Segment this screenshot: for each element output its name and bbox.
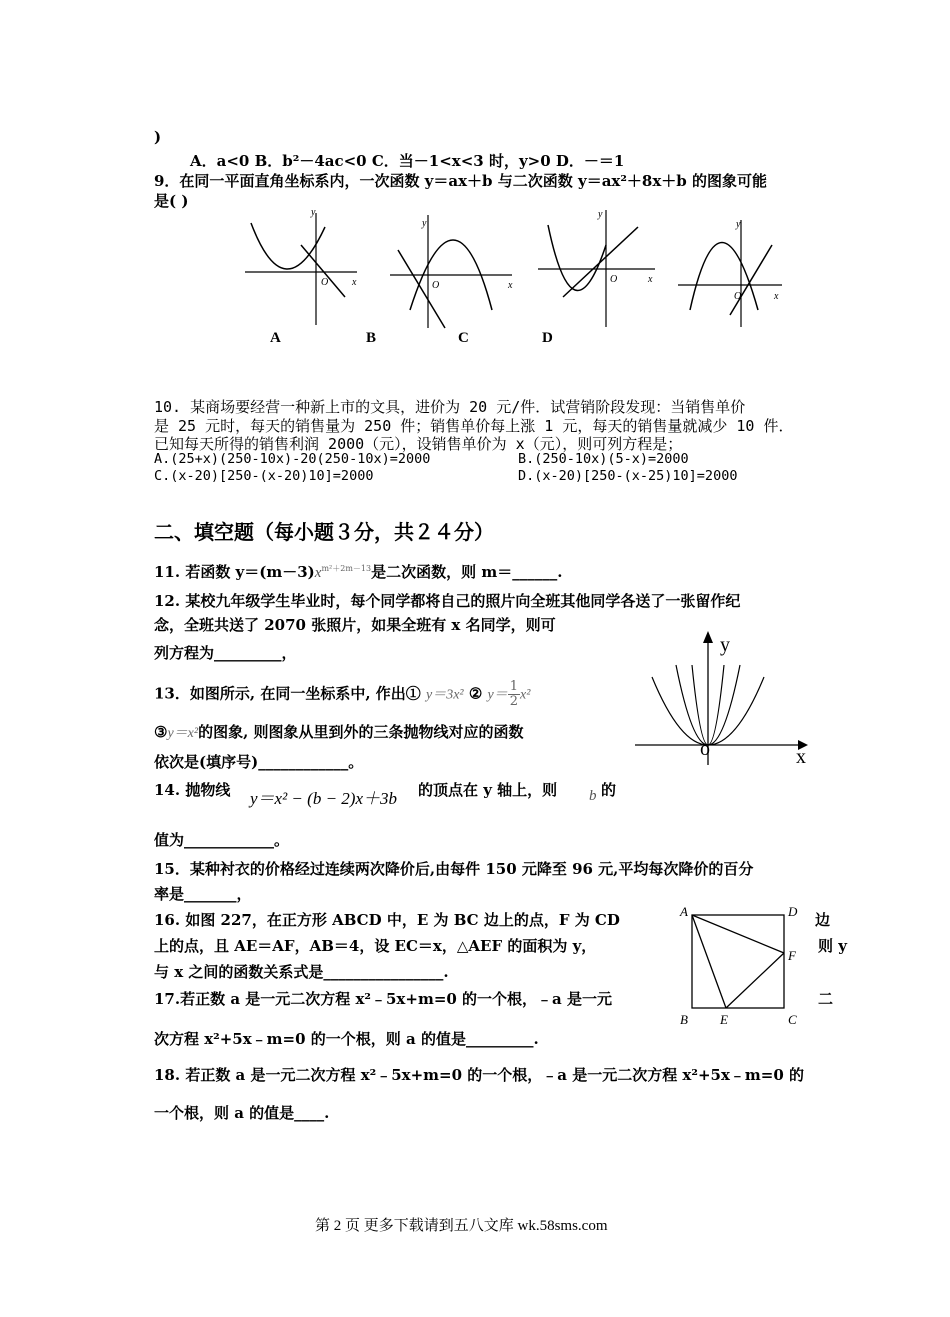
q8-options: A．a<0 B．b²－4ac<0 C．当－1<x<3 时，y>0 D．－＝1: [190, 152, 625, 170]
q16-point-c: C: [788, 1012, 797, 1027]
q9-graph-b-o: O: [432, 280, 440, 291]
q11-exp: m²＋2m－13: [321, 564, 372, 573]
q9-graph-d: [678, 215, 793, 330]
q11-post: 是二次函数，则 m＝______.: [371, 563, 563, 581]
q10-option-b: B.(250-10x)(5-x)=2000: [518, 451, 689, 467]
q13-mid: ②: [468, 684, 483, 703]
q13-graph-o: o: [700, 738, 710, 760]
q13-line2-pre: ③: [154, 723, 168, 741]
q10-option-d: D.(x-20)[250-(x-25)10]=2000: [518, 468, 738, 484]
q11-base: x: [314, 565, 322, 581]
q9-graph-b-x: x: [508, 280, 513, 291]
q13-line1-pre: 13．如图所示, 在同一坐标系中, 作出①: [154, 684, 421, 703]
q13-eq2-den: 2: [509, 694, 519, 709]
q9-graph-a-y: y: [311, 207, 316, 218]
q16-point-d: D: [788, 904, 798, 919]
q14-post1: 的顶点在 y 轴上，则: [418, 781, 558, 799]
q13-eq2-pre: y＝: [487, 687, 508, 703]
q9-graph-c-o: O: [610, 274, 618, 285]
q9-graph-c: [538, 205, 663, 330]
q12-line3: 列方程为_________，: [154, 644, 297, 662]
q14-line2: 值为____________。: [154, 831, 290, 849]
q17-line1: 17.若正数 a 是一元二次方程 x²﹣5x+m=0 的一个根，﹣a 是一元: [154, 990, 612, 1008]
q13-line1: [154, 680, 530, 709]
q9-label-a: A: [270, 330, 281, 346]
q18-line1: 18. 若正数 a 是一元二次方程 x²﹣5x+m=0 的一个根，﹣a 是一元二次方程 x²+5x﹣m=0 的: [154, 1066, 804, 1084]
q16-line1-tail: 边: [815, 911, 831, 929]
q9-graph-d-x: x: [774, 291, 779, 302]
q10-line2: 是 25 元时，每天的销售量为 250 件；销售单价每上涨 1 元，每天的销售量就减少 10 件．: [154, 417, 794, 435]
q13-eq2-frac: [508, 680, 520, 709]
q8-paren: ): [154, 128, 162, 146]
q16-line3: 与 x 之间的函数关系式是________________.: [154, 963, 449, 981]
q10-option-c: C.(x-20)[250-(x-20)10]=2000: [154, 468, 374, 484]
q9-graph-c-y: y: [598, 209, 603, 220]
q9-graph-d-y: y: [736, 219, 741, 230]
q10-option-a: A.(25+x)(250-10x)-20(250-10x)=2000: [154, 451, 431, 467]
q11-pre: 11. 若函数 y＝(m－3): [154, 563, 315, 581]
q9-line2: 是( ): [154, 192, 189, 210]
page-footer: 第 2 页 更多下载请到五八文库 wk.58sms.com: [315, 1218, 608, 1234]
q14-pre: 14. 抛物线: [154, 781, 231, 799]
q9-label-d: D: [542, 330, 553, 346]
q17-line2: 次方程 x²+5x﹣m=0 的一个根，则 a 的值是_________.: [154, 1030, 539, 1048]
q9-line1: 9．在同一平面直角坐标系内，一次函数 y＝ax＋b 与二次函数 y＝ax²＋8x＋b 的图象可能: [154, 172, 768, 190]
q16-line1: 16. 如图 227，在正方形 ABCD 中，E 为 BC 边上的点，F 为 CD: [154, 911, 620, 929]
q9-graph-b: [390, 210, 520, 330]
q9-graph-d-o: O: [734, 291, 742, 302]
q9-graph-c-x: x: [648, 274, 653, 285]
q9-label-c: C: [458, 330, 469, 346]
q16-point-b: B: [680, 1012, 688, 1027]
q10-line1: 10. 某商场要经营一种新上市的文具，进价为 20 元/件．试营销阶段发现：当销售单价: [154, 398, 746, 416]
q9-graph-a-x: x: [352, 277, 357, 288]
q14-post2: 的: [601, 781, 617, 799]
q13-graph-x: x: [796, 746, 806, 768]
q15-line1: 15．某种衬衣的价格经过连续两次降价后,由每件 150 元降至 96 元,平均每次降价的百分: [154, 860, 754, 878]
q16-point-a: A: [680, 904, 688, 919]
q13-eq1: y＝3x²: [426, 687, 464, 703]
q16-line2-tail: 则 y: [818, 937, 847, 955]
q13-line2-post: 的图象, 则图象从里到外的三条抛物线对应的函数: [198, 723, 524, 741]
q12-line2: 念，全班共送了 2070 张照片，如果全班有 x 名同学，则可: [154, 616, 556, 634]
q16-point-e: E: [720, 1012, 728, 1027]
q10-line3: 已知每天所得的销售利润 2000（元），设销售单价为 x（元），则可列方程是；: [154, 435, 683, 453]
q12-line1: 12. 某校九年级学生毕业时，每个同学都将自己的照片向全班其他同学各送了一张留作纪: [154, 592, 741, 610]
q13-graph: [630, 625, 815, 770]
q15-line2: 率是_______，: [154, 885, 252, 903]
q16-figure: [678, 903, 808, 1028]
q9-graph-a: [245, 205, 365, 330]
q13-line3: 依次是(填序号)____________。: [154, 753, 364, 771]
q17-line1-tail: 二: [818, 990, 834, 1008]
q9-graph-b-y: y: [422, 218, 427, 229]
q16-line2: 上的点，且 AE＝AF，AB＝4，设 EC＝x，△AEF 的面积为 y，: [154, 937, 597, 955]
q13-eq2-post: x²: [520, 687, 531, 703]
q13-line2: [154, 721, 524, 742]
section-title: 二、填空题（每小题３分，共２４分）: [154, 520, 494, 544]
q9-label-b: B: [366, 330, 377, 346]
q11: [154, 561, 562, 582]
q14-eq: y＝x² − (b − 2)x＋3b: [250, 789, 397, 808]
q14-var: b: [589, 788, 597, 804]
q16-point-f: F: [788, 948, 796, 963]
q9-graph-a-o: O: [321, 277, 329, 288]
q18-line2: 一个根，则 a 的值是____.: [154, 1104, 330, 1122]
q13-eq2-num: 1: [509, 679, 519, 694]
q13-eq3: y＝x²: [167, 726, 199, 741]
q13-graph-y: y: [720, 634, 730, 656]
